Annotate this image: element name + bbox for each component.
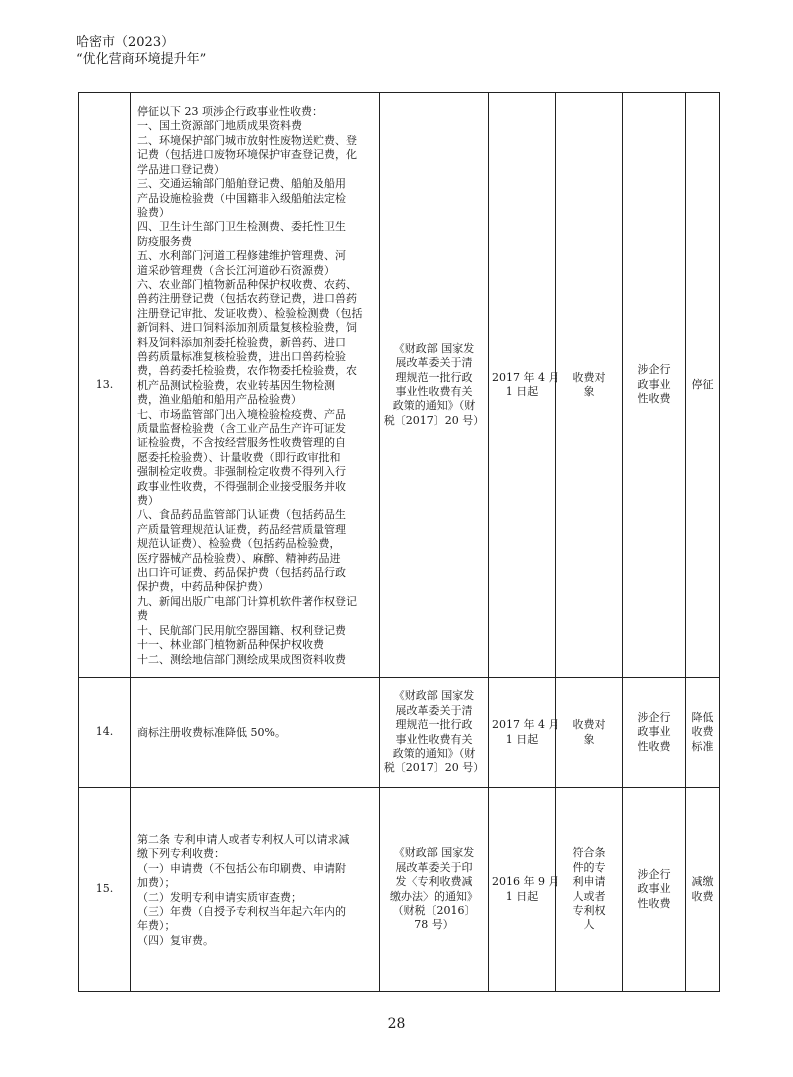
- text-line: 七、市场监管部门出入境检验检疫费、产品: [137, 407, 346, 421]
- text-line: 强制检定收费。非强制检定收费不得列入行: [137, 465, 346, 479]
- effective-date: [489, 788, 560, 992]
- effective-date: [489, 678, 560, 788]
- text-line: 料及饲料添加剂委托检验费，新兽药、进口: [137, 335, 346, 349]
- text-line: 政策的通知》（财: [392, 399, 476, 413]
- text-line: 二、环境保护部门城市放射性废物送贮费、登: [137, 133, 357, 147]
- document-header: [76, 34, 206, 68]
- text-line: 一、国土资源部门地质成果资料费: [137, 119, 302, 133]
- text-line: 停征: [691, 377, 714, 391]
- text-line: 商标注册收费标准降低 50%。: [137, 726, 286, 740]
- policy-basis: [380, 788, 489, 992]
- text-line: 缴下列专利收费：: [137, 847, 225, 861]
- text-line: 涉企行: [637, 710, 671, 724]
- text-line: 1 日起: [505, 385, 539, 398]
- text-line: 出口许可证费、药品保护费（包括药品行政: [137, 566, 346, 580]
- fee-policy-table: [78, 92, 720, 992]
- text-line: 十一、林业部门植物新品种保护权收费: [137, 638, 324, 652]
- text-line: 收费对: [572, 718, 606, 732]
- text-line: 停征以下 23 项涉企行政事业性收费：: [137, 105, 323, 119]
- text-line: 记费（包括进口废物环境保护审查登记费，化: [137, 148, 357, 162]
- text-line: 减缴: [691, 875, 714, 889]
- text-line: 三、交通运输部门船舶登记费、船舶及船用: [137, 177, 346, 191]
- text-line: 年费）；: [137, 919, 176, 933]
- policy-content: [131, 678, 380, 788]
- text-line: 展改革委关于清: [395, 703, 473, 717]
- fee-target: [556, 788, 623, 992]
- text-line: 性收费: [637, 392, 671, 406]
- fee-type: [623, 678, 686, 788]
- text-line: 四、卫生计生部门卫生检测费、委托性卫生: [137, 220, 346, 234]
- policy-action: [686, 788, 720, 992]
- text-line: 防疫服务费: [137, 234, 192, 248]
- text-line: 78 号）: [414, 918, 454, 932]
- text-line: （二）发明专利申请实质审查费；: [137, 890, 302, 904]
- text-line: 象: [583, 732, 595, 746]
- fee-target: [556, 678, 623, 788]
- text-line: 政策的通知》（财: [392, 746, 476, 760]
- text-line: 费）: [137, 494, 159, 508]
- page-number: 28: [387, 1016, 406, 1032]
- text-line: 第二条 专利申请人或者专利权人可以请求减: [137, 832, 350, 846]
- text-line: 《财政部 国家发: [393, 341, 475, 355]
- text-line: 产品设施检验费（中国籍非入级船舶法定检: [137, 191, 346, 205]
- text-line: 八、食品药品监管部门认证费（包括药品生: [137, 508, 346, 522]
- text-line: （三）年费（自授予专利权当年起六年内的: [137, 904, 346, 918]
- policy-action: [686, 93, 720, 678]
- text-line: 十、民航部门民用航空器国籍、权利登记费: [137, 623, 346, 637]
- text-line: 政事业: [637, 725, 671, 739]
- text-line: 收费对: [572, 370, 606, 384]
- text-line: 五、水利部门河道工程修建维护管理费、河: [137, 249, 346, 263]
- text-line: 规范认证费）、检验费（包括药品检验费，: [137, 537, 341, 551]
- row-number: 14.: [79, 678, 131, 788]
- fee-target: [556, 93, 623, 678]
- text-line: 发〈专利收费减: [395, 875, 473, 889]
- policy-basis: [380, 678, 489, 788]
- text-line: 政事业性收费，不得强制企业接受服务并收: [137, 479, 346, 493]
- text-line: 缴办法〉的通知》: [390, 889, 478, 903]
- text-line: 性收费: [637, 739, 671, 753]
- text-line: 收费: [691, 889, 714, 903]
- text-line: （四）复审费。: [137, 933, 214, 947]
- text-line: 兽药注册登记费（包括农药登记费，进口兽药: [137, 292, 357, 306]
- text-line: 兽药质量标准复核检验费，进出口兽药检验: [137, 349, 346, 363]
- text-line: 1 日起: [505, 889, 539, 903]
- text-line: 人或者: [572, 889, 606, 903]
- effective-date: [489, 93, 560, 678]
- text-line: 十二、测绘地信部门测绘成果成图资料收费: [137, 652, 346, 666]
- text-line: 象: [583, 385, 595, 398]
- text-line: 理规范一批行政: [395, 370, 473, 384]
- text-line: 展改革委关于印: [395, 860, 473, 874]
- text-line: 六、农业部门植物新品种保护权收费、农药、: [137, 277, 357, 291]
- text-line: 标准: [691, 739, 714, 753]
- text-line: 加费）；: [137, 876, 176, 890]
- text-line: 《财政部 国家发: [393, 689, 475, 703]
- text-line: 保护费，中药品种保护费）: [137, 580, 269, 594]
- text-line: 2017 年 4 月: [492, 370, 560, 384]
- text-line: 注册登记审批、发证收费）、检验检测费（包括: [137, 306, 363, 320]
- text-line: 验费）: [137, 205, 170, 219]
- text-line: 事业性收费有关: [395, 385, 473, 398]
- text-line: 机产品测试检验费，农业转基因生物检测: [137, 378, 335, 392]
- text-line: 展改革委关于清: [395, 356, 473, 370]
- text-line: 理规范一批行政: [395, 718, 473, 732]
- text-line: 费: [137, 609, 148, 623]
- text-line: 学品进口登记费）: [137, 162, 225, 176]
- text-line: 人: [583, 918, 595, 932]
- text-line: 利申请: [572, 875, 606, 889]
- text-line: 质量监督检验费（含工业产品生产许可证发: [137, 422, 346, 436]
- text-line: 九、新闻出版广电部门计算机软件著作权登记: [137, 594, 357, 608]
- header-line-2: “优化营商环境提升年”: [76, 52, 207, 67]
- text-line: 政事业: [637, 882, 671, 896]
- text-line: 道采砂管理费（含长江河道砂石资源费）: [137, 263, 335, 277]
- text-line: 符合条: [572, 846, 606, 860]
- text-line: 证检验费，不含按经营服务性收费管理的自: [137, 436, 346, 450]
- row-number: 13.: [79, 93, 131, 678]
- table-row: [79, 93, 720, 678]
- text-line: 愿委托检验费）、计量收费（即行政审批和: [137, 450, 341, 464]
- text-line: 涉企行: [637, 867, 671, 881]
- text-line: 税〔2017〕20 号）: [383, 413, 485, 427]
- text-line: 《财政部 国家发: [393, 846, 475, 860]
- policy-content: [131, 93, 380, 678]
- text-line: 费，兽药委托检验费，农作物委托检验费，农: [137, 364, 357, 378]
- row-number: 15.: [79, 788, 131, 992]
- header-line-1: 哈密市（2023）: [76, 35, 175, 50]
- table-row: [79, 678, 720, 788]
- text-line: 专利权: [572, 903, 606, 917]
- text-line: 降低: [691, 710, 714, 724]
- fee-type: [623, 788, 686, 992]
- text-line: 收费: [691, 725, 714, 739]
- text-line: 费，渔业船舶和船用产品检验费）: [137, 393, 302, 407]
- text-line: 新饲料、进口饲料添加剂质量复核检验费，饲: [137, 321, 357, 335]
- text-line: 性收费: [637, 896, 671, 910]
- text-line: 2016 年 9 月: [492, 875, 560, 889]
- text-line: 2017 年 4 月: [492, 718, 560, 732]
- text-line: 医疗器械产品检验费）、麻醉、精神药品进: [137, 551, 341, 565]
- text-line: （一）申请费（不包括公布印刷费、申请附: [137, 861, 346, 875]
- text-line: 税〔2017〕20 号）: [383, 761, 485, 775]
- policy-action: [686, 678, 720, 788]
- text-line: 产质量管理规范认证费，药品经营质量管理: [137, 522, 346, 536]
- text-line: 涉企行: [637, 363, 671, 377]
- policy-content: [131, 788, 380, 992]
- text-line: 1 日起: [505, 732, 539, 746]
- text-line: 政事业: [637, 377, 671, 391]
- policy-basis: [380, 93, 489, 678]
- fee-type: [623, 93, 686, 678]
- text-line: （财税〔2016〕: [392, 903, 476, 917]
- table-row: [79, 788, 720, 992]
- text-line: 事业性收费有关: [395, 732, 473, 746]
- text-line: 件的专: [572, 860, 606, 874]
